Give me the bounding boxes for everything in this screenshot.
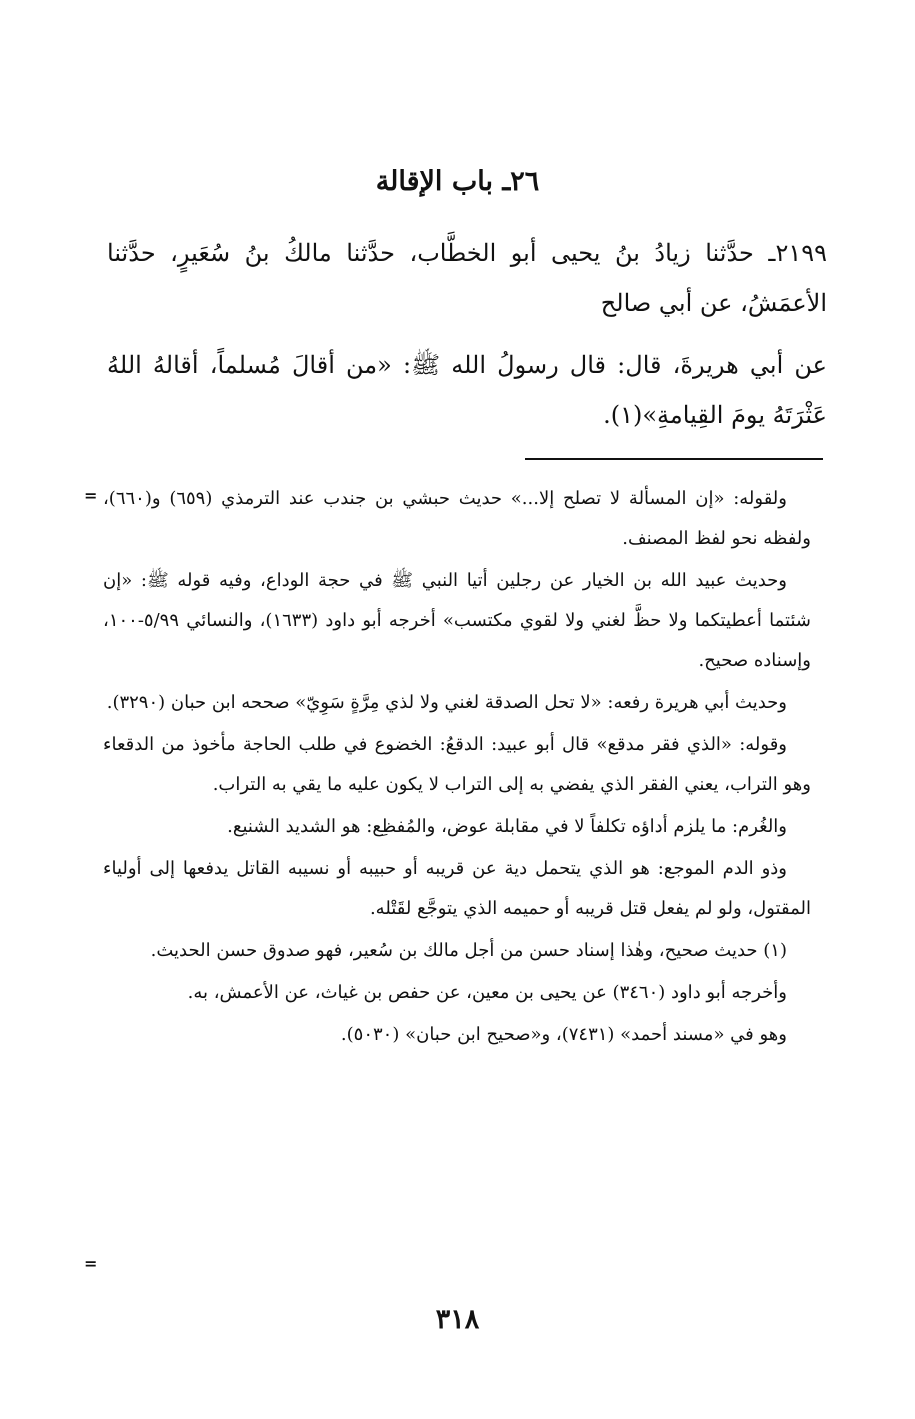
footnote-separator <box>525 458 823 460</box>
hadith-isnad: ٢١٩٩ـ حدَّثنا زيادُ بنُ يحيى أبو الخطَّاب، حدَّثنا مالكُ بنُ سُعَيرٍ، حدَّثنا الأعمَشُ، عن أبي صالح <box>107 239 827 317</box>
footnote-paragraph: (١) حديث صحيح، وهٰذا إسناد حسن من أجل مالك بن سُعير، فهو صدوق حسن الحديث. <box>150 940 787 961</box>
footnote-paragraph: وحديث أبي هريرة رفعه: «لا تحل الصدقة لغني ولا لذي مِرَّةٍ سَوِيّ» صححه ابن حبان (٣٢٩٠). <box>106 692 787 713</box>
footnote-paragraph: وهو في «مسند أحمد» (٧٤٣١)، و«صحيح ابن حبان» (٥٠٣٠). <box>340 1024 787 1045</box>
chapter-title: ٢٦ـ باب الإقالة <box>375 166 540 197</box>
footnote-paragraph: وذو الدم الموجع: هو الذي يتحمل دية عن قريبه أو حبيبه أو نسيبه القاتل يدفعها إلى أولياء المقتول، ولو لم يفعل قتل قريبه أو حميمه الذي يتوجَّع لقَتْله. <box>103 858 811 919</box>
footnote-paragraph: والغُرم: ما يلزم أداؤه تكلفاً لا في مقابلة عوض، والمُفظِع: هو الشديد الشنيع. <box>227 816 787 837</box>
continues-next-page-mark: = <box>84 1254 98 1273</box>
footnote-paragraph: ولقوله: «إن المسألة لا تصلح إلا...» حديث حبشي بن جندب عند الترمذي (٦٥٩) و(٦٦٠)، ولفظه نحو لفظ المصنف. <box>103 488 811 549</box>
footnote-paragraph: وقوله: «الذي فقر مدقع» قال أبو عبيد: الدقعُ: الخضوع في طلب الحاجة مأخوذ من الدقعاء وهو التراب، يعني الفقر الذي يفضي به إلى التراب لا يكون عليه ما يقي به التراب. <box>103 734 811 795</box>
hadith-text: عن أبي هريرةَ، قال: قال رسولُ الله ﷺ: «من أقالَ مُسلماً، أقالهُ اللهُ عَثْرَتَهُ يومَ القِيامةِ»(١). <box>107 351 827 429</box>
continued-from-previous-mark: = <box>84 486 98 505</box>
footnote-paragraph: وأخرجه أبو داود (٣٤٦٠) عن يحيى بن معين، عن حفص بن غياث، عن الأعمش، به. <box>187 982 787 1003</box>
page-number: ٣١٨ <box>435 1304 480 1335</box>
footnote-paragraph: وحديث عبيد الله بن الخيار عن رجلين أتيا النبي ﷺ في حجة الوداع، وفيه قوله ﷺ: «إن شئتما أعطيتكما ولا حظَّ لغني ولا لقوي مكتسب» أخرجه أبو داود (١٦٣٣)، والنسائي ٥/٩٩-١٠٠، وإسناده صحيح. <box>103 570 811 671</box>
footnotes <box>103 479 811 1057</box>
